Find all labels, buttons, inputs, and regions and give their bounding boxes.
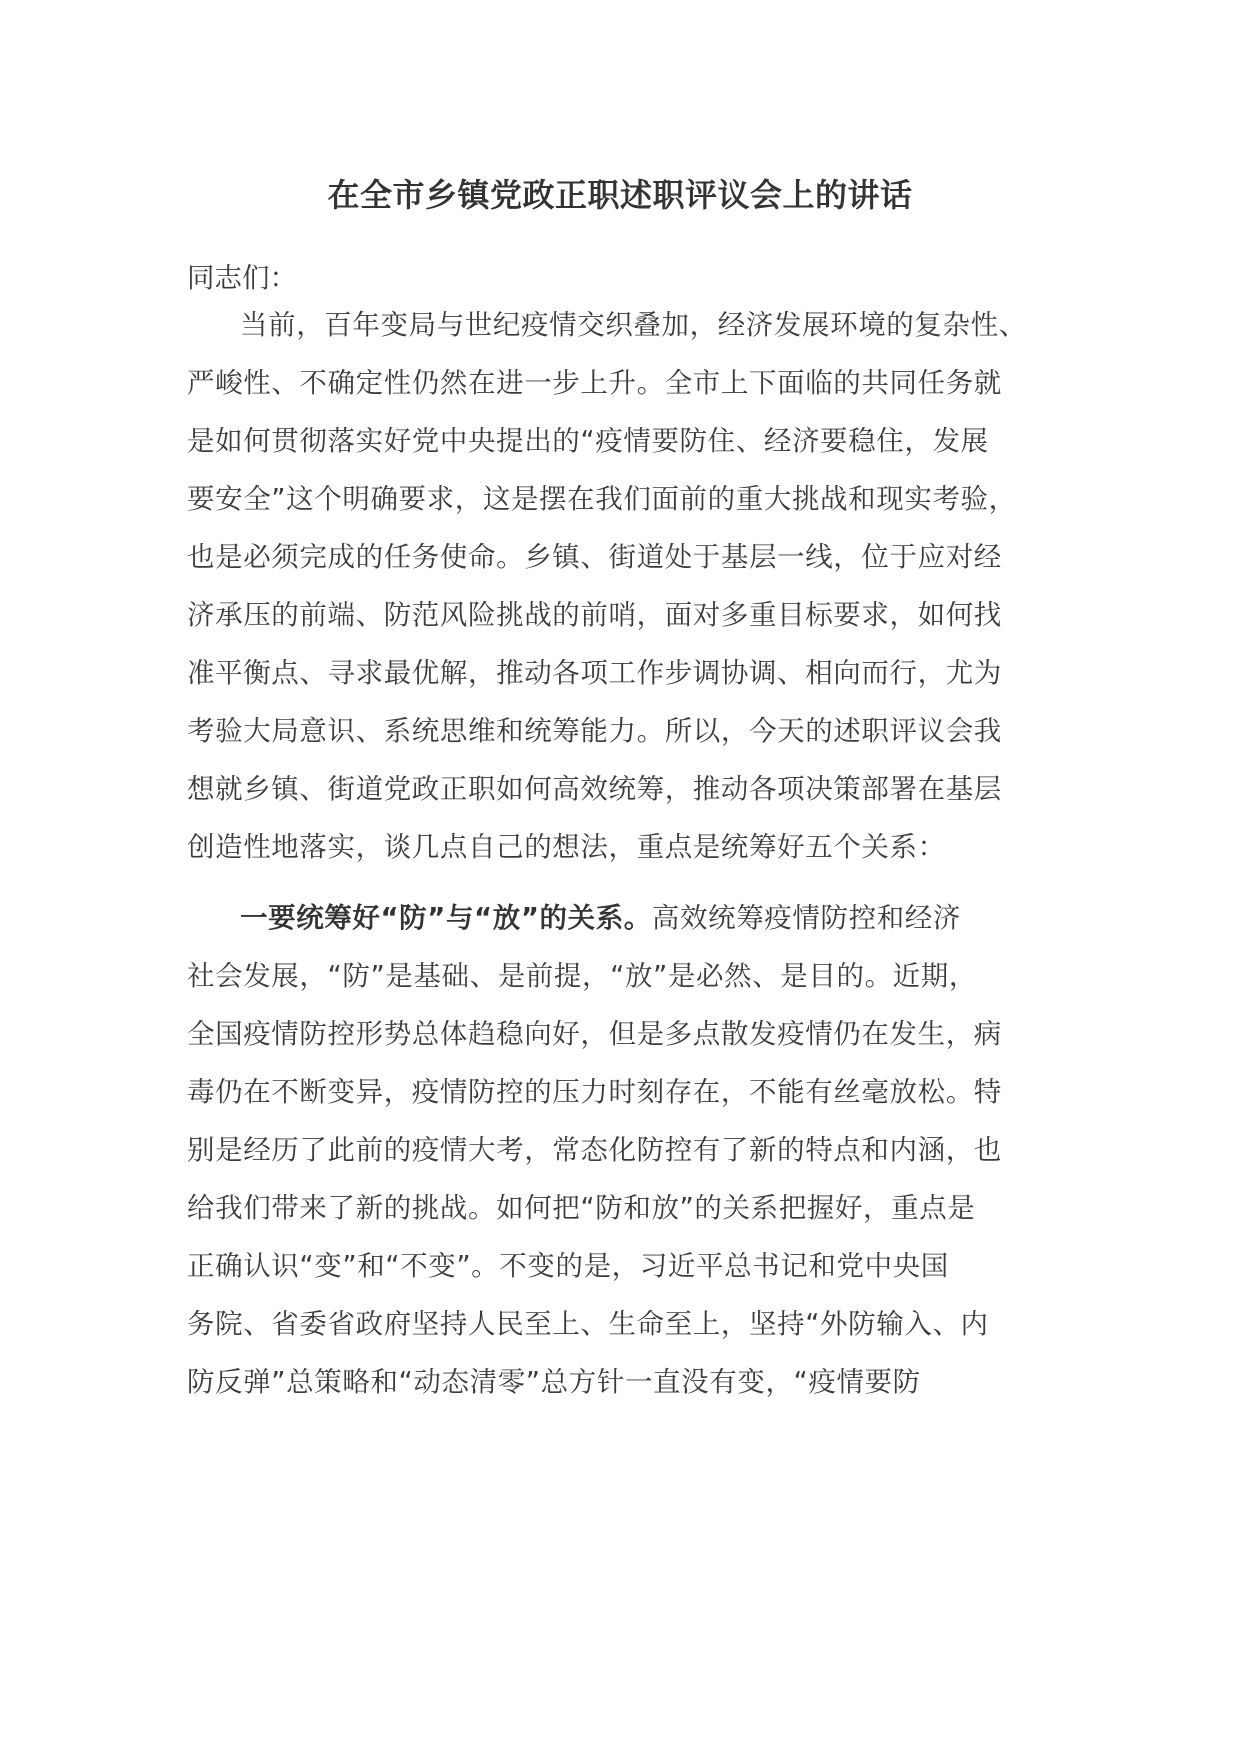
paragraph-1-line: 准平衡点、寻求最优解，推动各项工作步调协调、相向而行，尤为 (187, 657, 1002, 689)
paragraph-1-line: 创造性地落实，谈几点自己的想法，重点是统筹好五个关系： (187, 831, 946, 863)
paragraph-1-line: 严峻性、不确定性仍然在进一步上升。全市上下面临的共同任务就 (187, 367, 1002, 399)
document-title: 在全市乡镇党政正职述职评议会上的讲话 (327, 176, 913, 214)
paragraph-2-line: 务院、省委省政府坚持人民至上、生命至上，坚持“外防输入、内 (187, 1308, 989, 1340)
paragraph-2-text: 高效统筹疫情防控和经济 (651, 902, 962, 934)
paragraph-2-line: 正确认识“变”和“不变”。不变的是，习近平总书记和党中央国 (187, 1250, 949, 1282)
paragraph-1-line: 济承压的前端、防范风险挑战的前哨，面对多重目标要求，如何找 (187, 599, 1002, 631)
paragraph-1-line: 也是必须完成的任务使命。乡镇、街道处于基层一线，位于应对经 (187, 541, 1002, 573)
salutation: 同志们： (187, 262, 297, 294)
paragraph-1-line: 考验大局意识、系统思维和统筹能力。所以，今天的述职评议会我 (187, 715, 1002, 747)
paragraph-1-line: 是如何贯彻落实好党中央提出的“疫情要防住、经济要稳住，发展 (187, 425, 989, 457)
paragraph-2-line: 社会发展，“防”是基础、是前提，“放”是必然、是目的。近期， (187, 960, 977, 992)
paragraph-1-line: 当前，百年变局与世纪疫情交织叠加，经济发展环境的复杂性、 (240, 309, 1027, 341)
paragraph-2-line: 毒仍在不断变异，疫情防控的压力时刻存在，不能有丝毫放松。特 (187, 1076, 1002, 1108)
paragraph-2-line: 给我们带来了新的挑战。如何把“防和放”的关系把握好，重点是 (187, 1192, 976, 1224)
paragraph-1-line: 要安全”这个明确要求，这是摆在我们面前的重大挑战和现实考验， (187, 483, 1017, 515)
paragraph-2-first-line (240, 898, 961, 938)
paragraph-1-line: 想就乡镇、街道党政正职如何高效统筹，推动各项决策部署在基层 (187, 773, 1002, 805)
section-heading: 一要统筹好“防”与“放”的关系。 (240, 902, 652, 934)
paragraph-2-line: 别是经历了此前的疫情大考，常态化防控有了新的特点和内涵，也 (187, 1134, 1002, 1166)
paragraph-2-line: 防反弹”总策略和“动态清零”总方针一直没有变，“疫情要防 (187, 1366, 921, 1398)
paragraph-2-line: 全国疫情防控形势总体趋稳向好，但是多点散发疫情仍在发生，病 (187, 1018, 1002, 1050)
